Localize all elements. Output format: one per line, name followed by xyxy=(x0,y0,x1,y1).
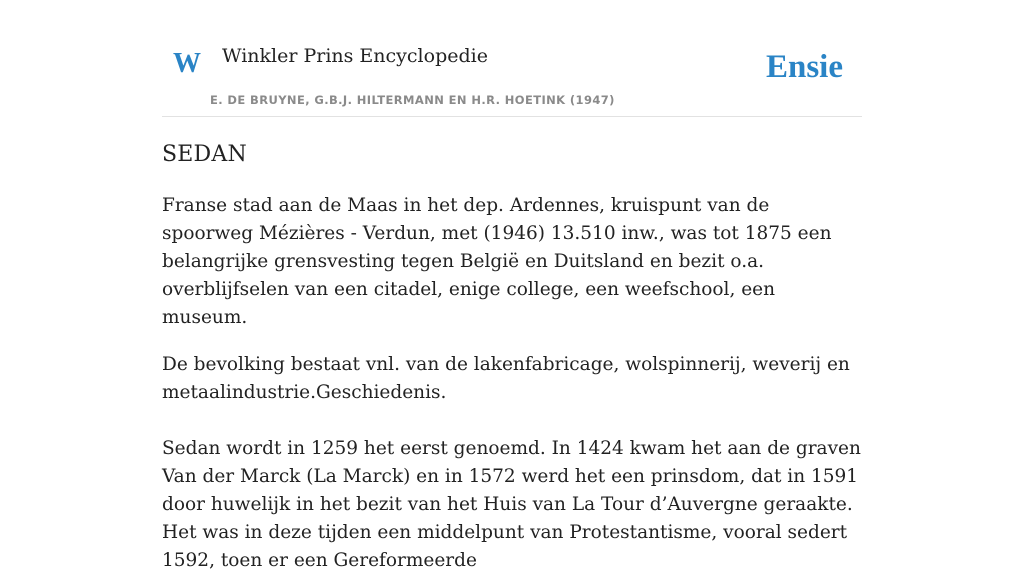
publication-title[interactable]: Winkler Prins Encyclopedie xyxy=(222,45,488,67)
article-paragraph: Franse stad aan de Maas in het dep. Ardennes, kruispunt van de spoorweg Mézières - Verdun, met (1946) 13.510 inw., was tot 1875 een belangrijke grensvesting tegen België en Duitsland en bezit o.a. overblijfselen van een citadel, enige college, een weefschool, een museum. xyxy=(162,195,832,328)
article xyxy=(162,140,866,575)
publication-authors: E. DE BRUYNE, G.B.J. HILTERMANN EN H.R. HOETINK (1947) xyxy=(210,93,615,107)
winkler-prins-logo[interactable]: W xyxy=(173,48,201,79)
site-header xyxy=(162,0,862,117)
article-paragraph: De bevolking bestaat vnl. van de lakenfabricage, wolspinnerij, weverij en metaalindustrie.Geschiedenis. xyxy=(162,354,850,403)
article-headword: SEDAN xyxy=(162,142,247,167)
ensie-logo-link[interactable]: Ensie xyxy=(765,49,843,85)
article-paragraph: Sedan wordt in 1259 het eerst genoemd. In 1424 kwam het aan de graven Van der Marck (La Marck) en in 1572 werd het een prinsdom, dat in 1591 door huwelijk in het bezit van het Huis van La Tour d’Auvergne geraakte. Het was in deze tijden een middelpunt van Protestantisme, vooral sedert 1592, toen er een Gereformeerde xyxy=(162,438,861,571)
